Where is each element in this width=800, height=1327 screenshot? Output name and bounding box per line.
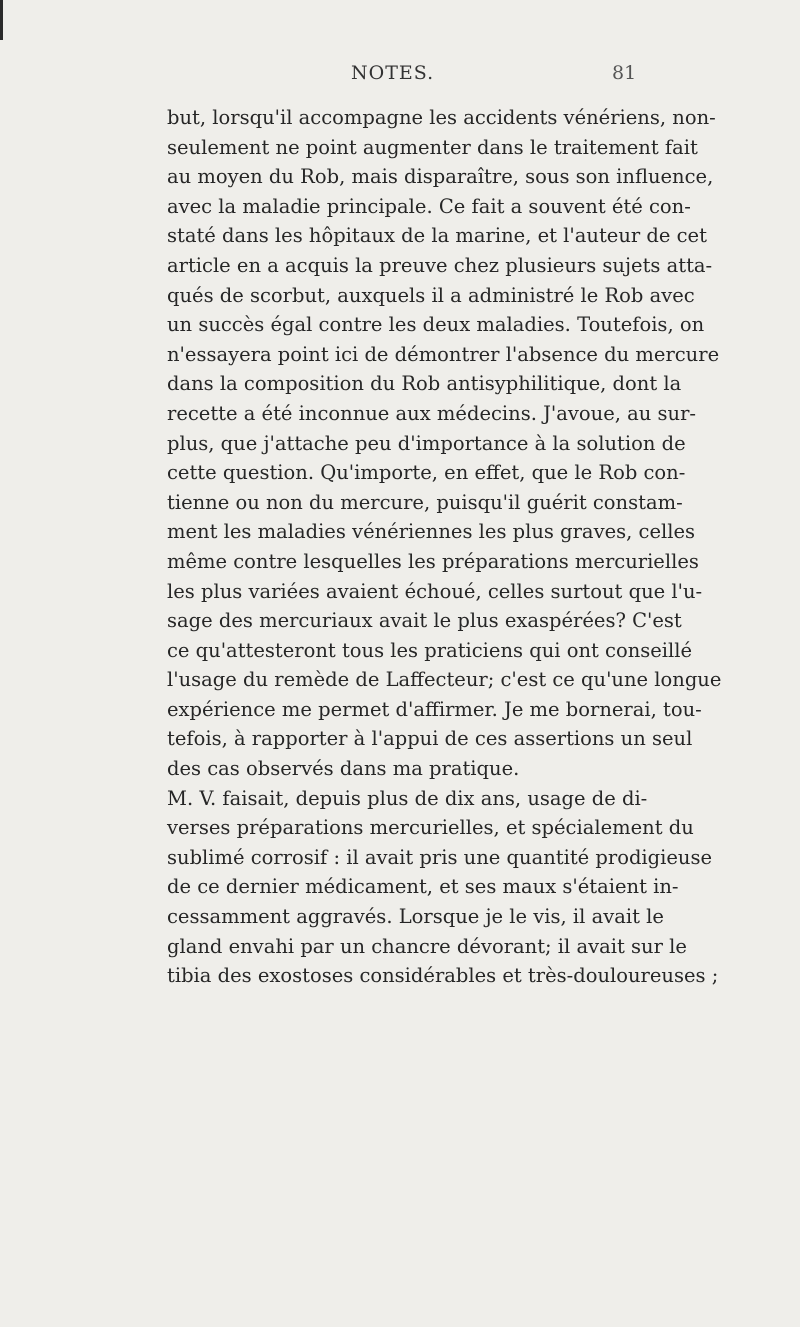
text-line: ce qu'attesteront tous les praticiens qui ont conseillé: [167, 638, 693, 662]
text-line: les plus variées avaient échoué, celles surtout que l'u-: [167, 579, 703, 603]
text-line: des cas observés dans ma pratique.: [167, 757, 520, 781]
text-line: gland envahi par un chancre dévorant; il avait sur le: [167, 934, 687, 958]
text-line: cessamment aggravés. Lorsque je le vis, il avait le: [167, 905, 664, 929]
text-line: tibia des exostoses considérables et très-douloureuses ;: [167, 964, 719, 988]
text-line: but, lorsqu'il accompagne les accidents vénériens, non-: [167, 106, 716, 129]
text-line: M. V. faisait, depuis plus de dix ans, usage de di-: [167, 786, 648, 810]
text-line: expérience me permet d'affirmer. Je me bornerai, tou-: [167, 697, 702, 721]
body-text: [167, 103, 722, 991]
text-line: avec la maladie principale. Ce fait a souvent été con-: [167, 194, 691, 218]
text-line: sage des mercuriaux avait le plus exaspérées? C'est: [167, 609, 682, 633]
text-line: de ce dernier médicament, et ses maux s'étaient in-: [167, 875, 679, 899]
text-line: article en a acquis la preuve chez plusieurs sujets atta-: [167, 253, 713, 277]
text-line: même contre lesquelles les préparations mercurielles: [167, 549, 699, 573]
text-line: plus, que j'attache peu d'importance à la solution de: [167, 431, 686, 455]
text-line: tefois, à rapporter à l'appui de ces assertions un seul: [167, 727, 693, 751]
text-line: un succès égal contre les deux maladies. Toutefois, on: [167, 313, 705, 337]
text-line: cette question. Qu'importe, en effet, que le Rob con-: [167, 461, 686, 485]
text-line: dans la composition du Rob antisyphilitique, dont la: [167, 372, 682, 396]
text-line: qués de scorbut, auxquels il a administré le Rob avec: [167, 283, 695, 307]
text-line: l'usage du remède de Laffecteur; c'est ce qu'une longue: [167, 668, 722, 692]
text-line: n'essayera point ici de démontrer l'absence du mercure: [167, 342, 720, 366]
text-line: au moyen du Rob, mais disparaître, sous son influence,: [167, 165, 714, 189]
running-head: [0, 62, 800, 92]
running-head-title: NOTES.: [351, 62, 435, 84]
text-line: recette a été inconnue aux médecins. J'avoue, au sur-: [167, 401, 697, 425]
text-line: tienne ou non du mercure, puisqu'il guérit constam-: [167, 490, 683, 514]
text-line: staté dans les hôpitaux de la marine, et l'auteur de cet: [167, 224, 707, 248]
text-line: sublimé corrosif : il avait pris une quantité prodigieuse: [167, 845, 713, 869]
page-number: 81: [612, 62, 637, 84]
text-line: seulement ne point augmenter dans le traitement fait: [167, 135, 698, 159]
text-line: verses préparations mercurielles, et spécialement du: [167, 816, 694, 840]
text-line: ment les maladies vénériennes les plus graves, celles: [167, 520, 696, 544]
